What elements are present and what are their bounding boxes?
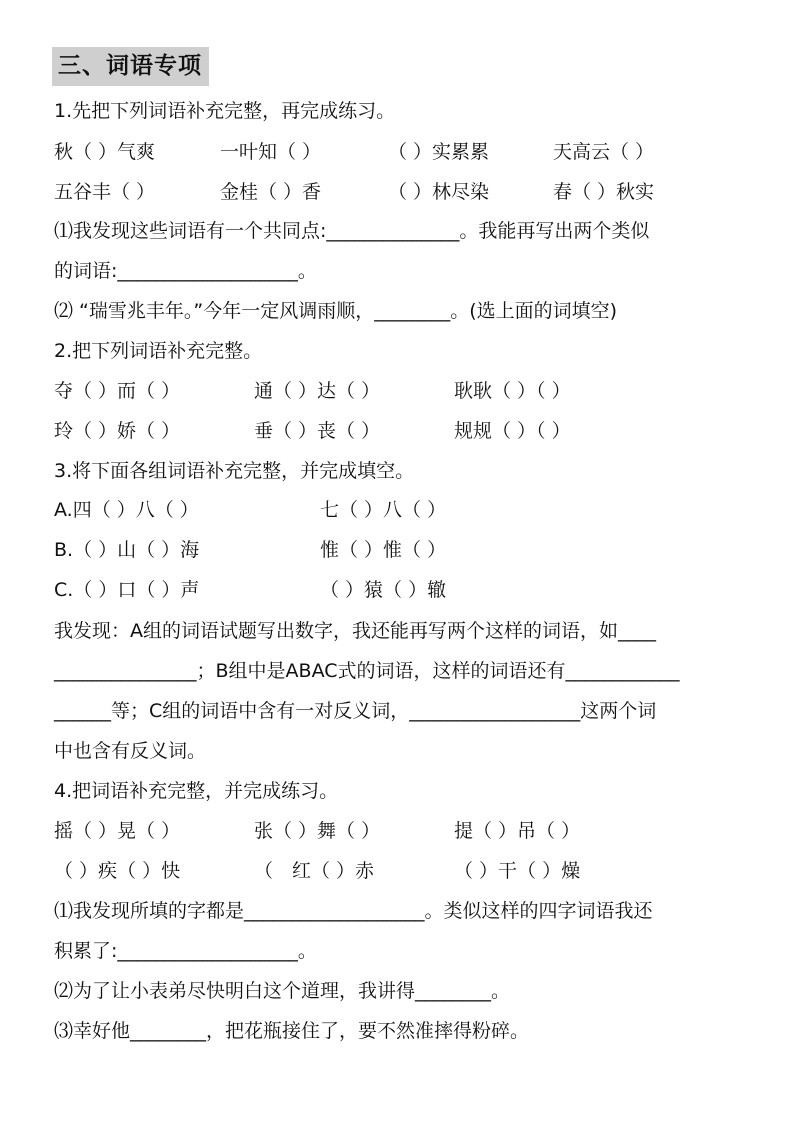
q2-word: 规规（ ）（ ） [454, 420, 571, 442]
q4-part1-line1: ⑴我发现所填的字都是___________________。类似这样的四字词语我还 [54, 900, 653, 922]
q1-part1-line1: ⑴我发现这些词语有一个共同点:______________。我能再写出两个类似 [54, 220, 650, 242]
q1-word: （ ）实累累 [388, 141, 490, 163]
q3-discovery-line1: 我发现：A组的词语试题写出数字，我还能再写两个这样的词语，如____ [54, 620, 656, 642]
q3-word: B.（ ）山（ ）海 [54, 539, 200, 561]
q2-word: 垂（ ）丧（ ） [254, 420, 381, 442]
q4-part2: ⑵为了让小表弟尽快明白这个道理，我讲得________。 [54, 980, 511, 1002]
q4-word: 张（ ）舞（ ） [254, 820, 381, 842]
q4-word: （ ）疾（ ）快 [54, 860, 181, 882]
q4-word: 提（ ）吊（ ） [454, 820, 581, 842]
q1-word: 秋（ ）气爽 [54, 141, 156, 163]
q4-part3: ⑶幸好他________，把花瓶接住了，要不然准摔得粉碎。 [54, 1020, 530, 1042]
section-title: 三、词语专项 [52, 47, 209, 86]
q3-heading: 3.将下面各组词语补充完整，并完成填空。 [54, 460, 415, 482]
q4-word: 摇（ ）晃（ ） [54, 820, 181, 842]
q1-part1-line2: 的词语:___________________。 [54, 260, 317, 282]
q4-part1-line2: 积累了:___________________。 [54, 940, 317, 962]
q3-word: A.四（ ）八（ ） [54, 499, 199, 521]
q1-word: 天高云（ ） [553, 141, 655, 163]
q3-word: 七（ ）八（ ） [320, 499, 447, 521]
q4-heading: 4.把词语补充完整，并完成练习。 [54, 780, 339, 802]
q2-word: 通（ ）达（ ） [254, 380, 381, 402]
q3-word: 惟（ ）惟（ ） [320, 539, 447, 561]
q3-word: C.（ ）口（ ）声 [54, 579, 200, 601]
q1-part2: ⑵ “瑞雪兆丰年。”今年一定风调雨顺，________。(选上面的词填空) [54, 300, 618, 322]
q1-word: 五谷丰（ ） [54, 181, 156, 203]
q3-discovery-line3: ______等；C组的词语中含有一对反义词，__________________这两个词 [54, 700, 657, 722]
q2-word: 耿耿（ ）（ ） [454, 380, 571, 402]
q1-heading: 1.先把下列词语补充完整，再完成练习。 [54, 100, 396, 122]
q2-word: 夺（ ）而（ ） [54, 380, 181, 402]
q1-word: （ ）林尽染 [388, 181, 490, 203]
q1-word: 一叶知（ ） [220, 141, 322, 163]
q3-word: （ ）猿（ ）辙 [320, 579, 447, 601]
q1-word: 金桂（ ）香 [220, 181, 322, 203]
q4-word: （ 红（ ）赤 [254, 860, 375, 882]
q3-discovery-line4: 中也含有反义词。 [54, 740, 207, 762]
q1-word: 春（ ）秋实 [553, 181, 655, 203]
q2-word: 玲（ ）娇（ ） [54, 420, 181, 442]
q3-discovery-line2: _______________；B组中是ABAC式的词语，这样的词语还有____________ [54, 660, 680, 682]
q2-heading: 2.把下列词语补充完整。 [54, 340, 263, 362]
q4-word: （ ）干（ ）燥 [454, 860, 581, 882]
